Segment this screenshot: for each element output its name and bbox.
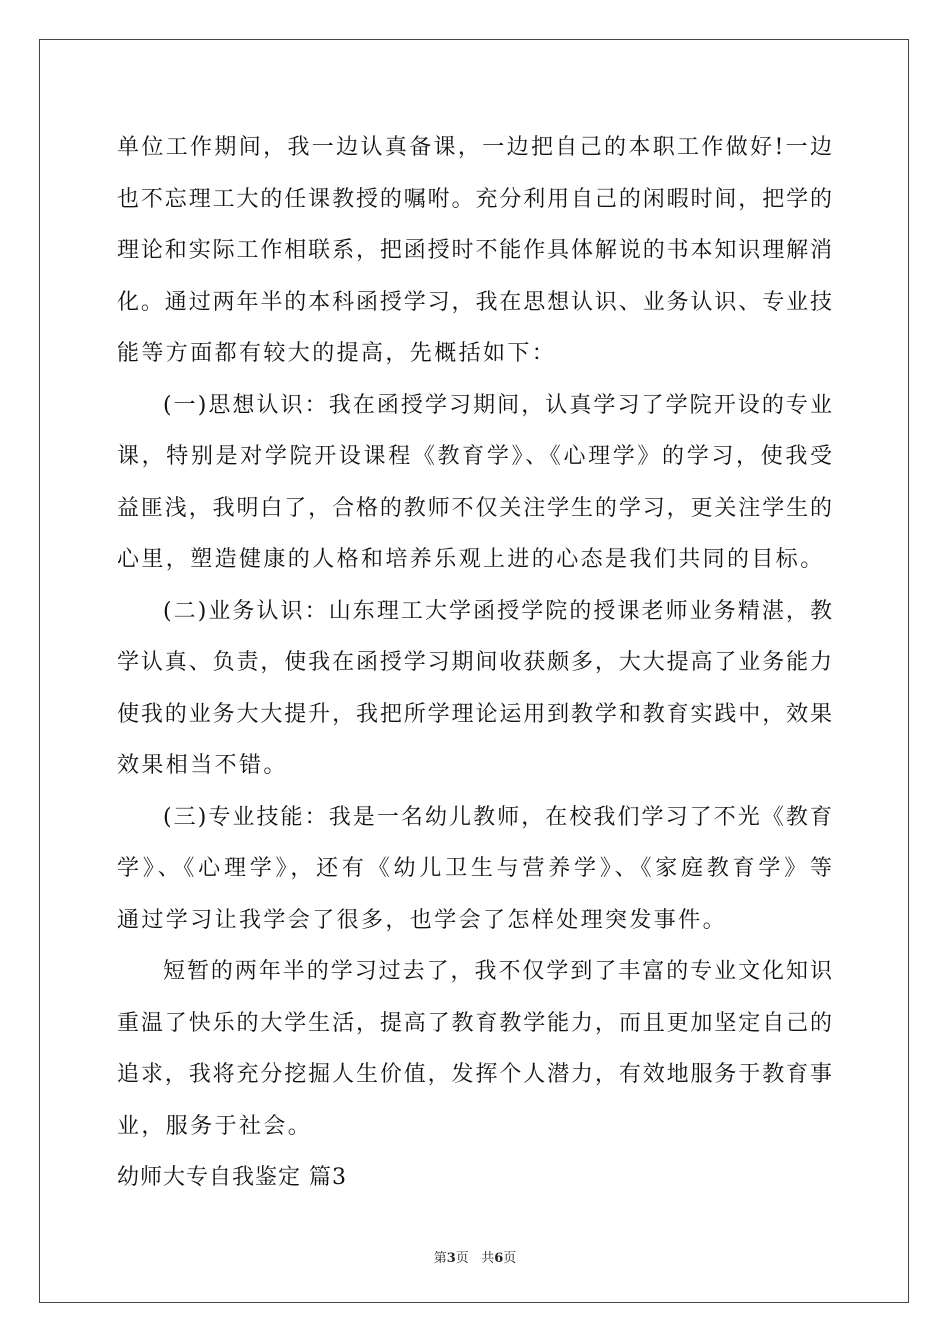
footer-suffix: 页	[503, 1251, 517, 1266]
page-footer	[0, 1247, 950, 1266]
text-line: (一)思想认识：我在函授学习期间，认真学习了学院开设的专业	[163, 392, 832, 418]
text-line: 短暂的两年半的学习过去了，我不仅学到了丰富的专业文化知识	[163, 959, 832, 984]
total-pages-number: 6	[494, 1251, 504, 1266]
section-heading: 幼师大专自我鉴定 篇3	[117, 1165, 347, 1190]
text-line: 理论和实际工作相联系，把函授时不能作具体解说的书本知识理解消	[117, 238, 832, 263]
text-line: 追求，我将充分挖掘人生价值，发挥个人潜力，有效地服务于教育事	[117, 1062, 832, 1087]
text-line: 课，特别是对学院开设课程《教育学》、《心理学》的学习，使我受	[117, 444, 832, 469]
text-line: 重温了快乐的大学生活，提高了教育教学能力，而且更加坚定自己的	[117, 1010, 832, 1036]
document-body	[117, 122, 832, 1204]
text-line: (二)业务认识：山东理工大学函授学院的授课老师业务精湛，教	[163, 598, 832, 624]
text-line: 通过学习让我学会了很多，也学会了怎样处理突发事件。	[117, 907, 728, 933]
text-line: 益匪浅，我明白了，合格的教师不仅关注学生的学习，更关注学生的	[117, 495, 832, 521]
text-line: 学》、《心理学》，还有《幼儿卫生与营养学》、《家庭教育学》等	[117, 856, 832, 881]
text-line: 学认真、负责，使我在函授学习期间收获颇多，大大提高了业务能力	[117, 650, 832, 675]
text-line: 心里，塑造健康的人格和培养乐观上进的心态是我们共同的目标。	[117, 547, 825, 572]
text-line: 化。通过两年半的本科函授学习，我在思想认识、业务认识、专业技	[117, 289, 832, 315]
footer-middle: 页 共	[455, 1251, 495, 1266]
text-line: 使我的业务大大提升，我把所学理论运用到教学和教育实践中，效果	[117, 701, 832, 727]
footer-prefix: 第	[433, 1251, 447, 1266]
current-page-number: 3	[446, 1251, 456, 1266]
text-line: 业，服务于社会。	[117, 1113, 313, 1139]
text-line: (三)专业技能：我是一名幼儿教师，在校我们学习了不光《教育	[163, 804, 832, 830]
text-line: 单位工作期间，我一边认真备课，一边把自己的本职工作做好!一边	[117, 135, 832, 160]
text-line: 效果相当不错。	[117, 753, 288, 778]
text-line: 能等方面都有较大的提高，先概括如下：	[117, 341, 557, 366]
text-line: 也不忘理工大的任课教授的嘱咐。充分利用自己的闲暇时间，把学的	[117, 186, 832, 212]
